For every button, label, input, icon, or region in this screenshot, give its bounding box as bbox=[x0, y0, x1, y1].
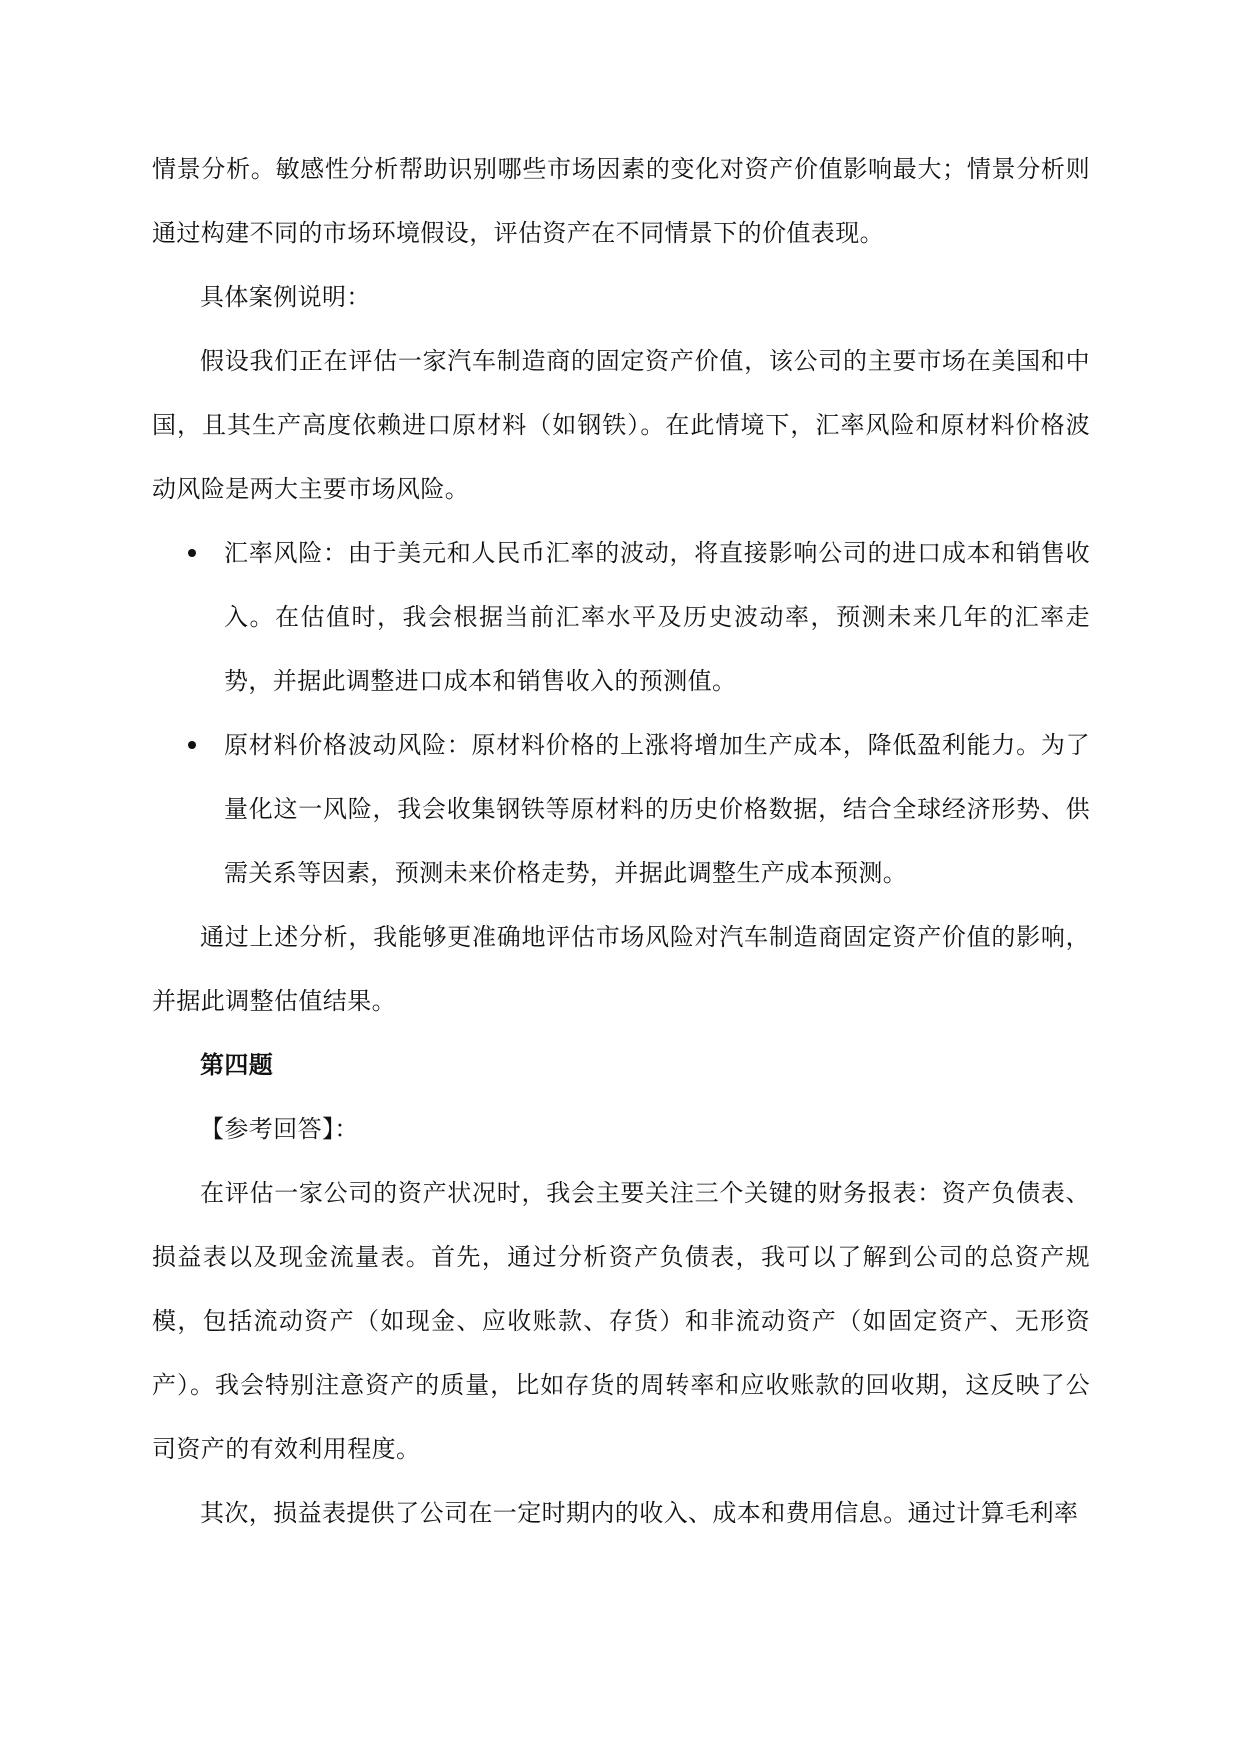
bullet-text: 汇率风险：由于美元和人民币汇率的波动，将直接影响公司的进口成本和销售收入。在估值时，我会根据当前汇率水平及历史波动率，预测未来几年的汇率走势，并据此调整进口成本和销售收入的预测值。 bbox=[224, 539, 1090, 695]
document-body bbox=[152, 137, 1090, 1545]
paragraph-financial-statements: 在评估一家公司的资产状况时，我会主要关注三个关键的财务报表：资产负债表、损益表以及现金流量表。首先，通过分析资产负债表，我可以了解到公司的总资产规模，包括流动资产（如现金、应收账款、存货）和非流动资产（如固定资产、无形资产）。我会特别注意资产的质量，比如存货的周转率和应收账款的回收期，这反映了公司资产的有效利用程度。 bbox=[152, 1179, 1090, 1463]
bullet-dot-icon bbox=[188, 549, 196, 557]
answer-label: 【参考回答】： bbox=[200, 1115, 359, 1143]
section-title: 第四题 bbox=[200, 1050, 274, 1079]
bullet-text: 原材料价格波动风险：原材料价格的上涨将增加生产成本，降低盈利能力。为了量化这一风险，我会收集钢铁等原材料的历史价格数据，结合全球经济形势、供需关系等因素，预测未来价格走势，并据此调整生产成本预测。 bbox=[224, 731, 1090, 887]
paragraph-case-description: 假设我们正在评估一家汽车制造商的固定资产价值，该公司的主要市场在美国和中国，且其生产高度依赖进口原材料（如钢铁）。在此情境下，汇率风险和原材料价格波动风险是两大主要市场风险。 bbox=[152, 347, 1090, 503]
bullet-item-raw-material-risk bbox=[152, 713, 1090, 905]
risk-bullet-list bbox=[152, 521, 1090, 905]
paragraph-scenario-analysis: 情景分析。敏感性分析帮助识别哪些市场因素的变化对资产价值影响最大；情景分析则通过构建不同的市场环境假设，评估资产在不同情景下的价值表现。 bbox=[152, 155, 1090, 247]
paragraph-conclusion: 通过上述分析，我能够更准确地评估市场风险对汽车制造商固定资产价值的影响，并据此调整估值结果。 bbox=[152, 923, 1090, 1015]
bullet-dot-icon bbox=[188, 741, 196, 749]
paragraph-income-statement: 其次，损益表提供了公司在一定时期内的收入、成本和费用信息。通过计算毛利率 bbox=[200, 1499, 1079, 1527]
paragraph-case-intro: 具体案例说明： bbox=[200, 283, 371, 311]
bullet-item-exchange-rate-risk bbox=[152, 521, 1090, 713]
